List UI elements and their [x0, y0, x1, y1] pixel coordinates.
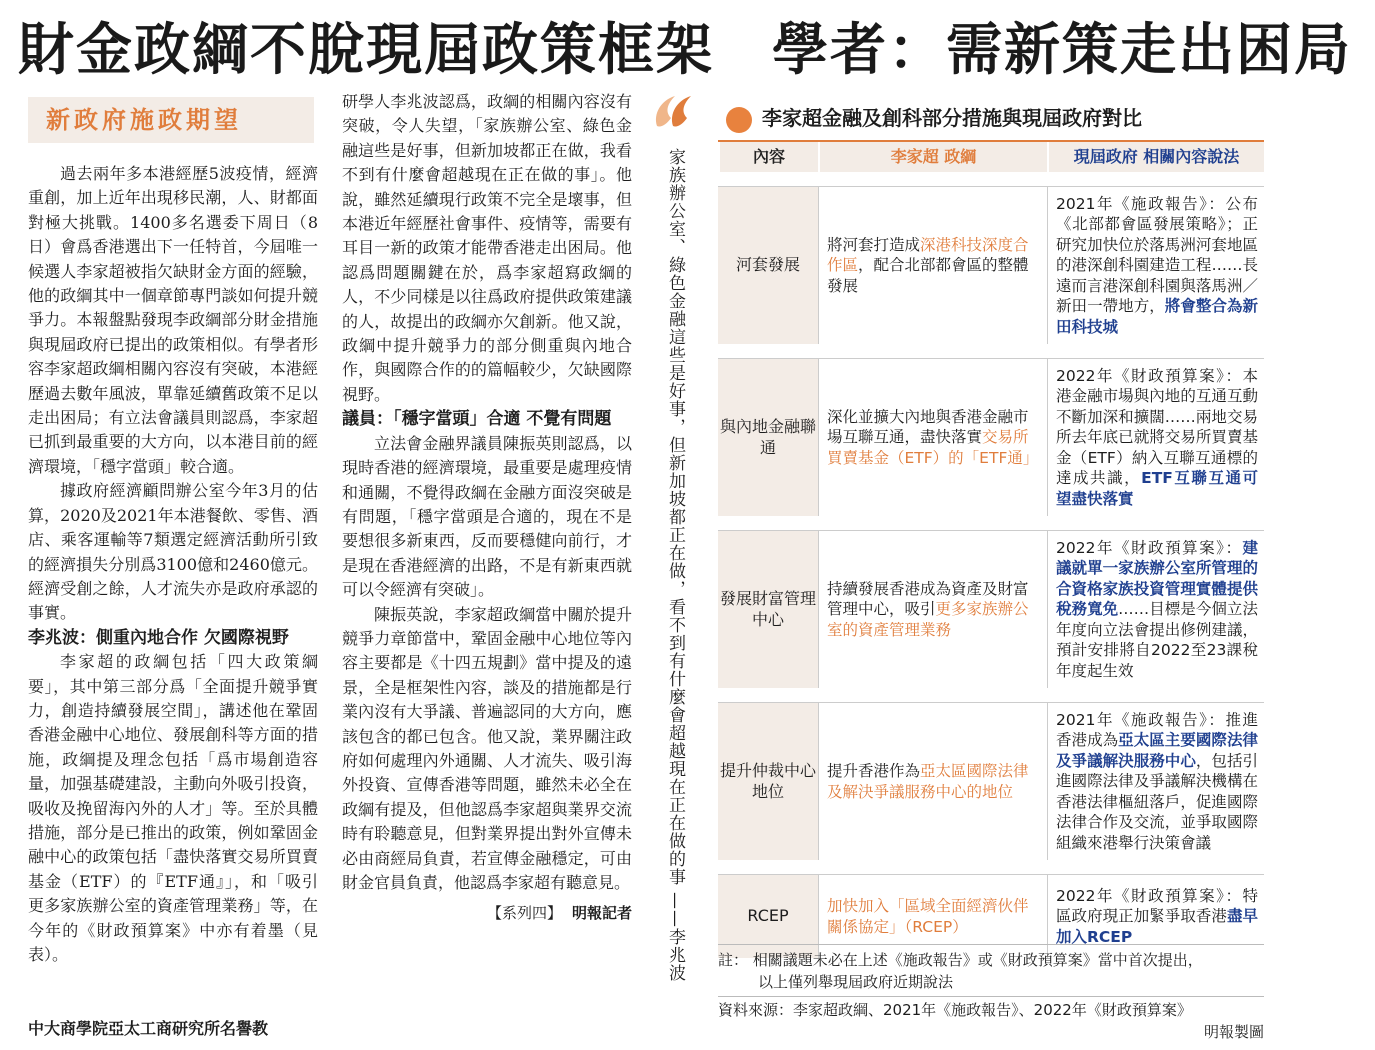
table-header: 現屆政府 相關內容說法 [1047, 142, 1264, 172]
article-column-2 [342, 90, 632, 926]
paragraph: 研學人李兆波認爲，政綱的相關內容沒有突破，令人失望，「家族辦公室、綠色金融這些是好事，但新加坡都正在做，我看不到有什麼會超越現在正在做的事」。他說，雖然延續現行政策不完全是壞事，但本港近年經歷社會事件、疫情等，需要有耳目一新的政策才能帶香港走出困局。他認爲問題關鍵在於，爲李家超寫政綱的人，不少同樣是以往爲政府提供政策建議的人，故提出的政綱亦欠創新。他又說，政綱中提升競爭力的部分側重與內地合作，與國際合作的的篇幅較少，欠缺國際視野。 [342, 92, 632, 404]
table-row [718, 186, 1264, 344]
current-govt-cell: 2022年《財政預算案》：建議就單一家族辦公室所管理的合資格家族投資管理實體提供稅務寬免……目標是今個立法年度向立法會提出修例建議，預計安排將自2022至23課稅年度起生效 [1047, 530, 1264, 688]
note-label: 註： [718, 951, 749, 969]
current-govt-cell: 2022年《財政預算案》：本港金融市場與內地的互通互動不斷加深和擴闊……兩地交易所去年底已就將交易所買賣基金（ETF）納入互聯互通標的達成共識，ETF互聯互通可望盡快落實 [1047, 358, 1264, 516]
article-signature [342, 901, 632, 925]
reporter-label: 明報記者 [571, 904, 632, 923]
row-topic: 發展財富管理中心 [718, 530, 818, 688]
note-text: 相關議題未必在上述《施政報告》或《財政預算案》當中首次提出， [752, 951, 1203, 969]
table-header: 李家超 政綱 [818, 142, 1047, 172]
table-note [718, 944, 1264, 993]
table-header: 內容 [718, 142, 818, 172]
paragraph: 李家超的政綱包括「四大政策綱要」，其中第三部分爲「全面提升競爭實力，創造持續發展空間」，講述他在鞏固香港金融中心地位、發展創科等方面的措施，政綱提及理念包括「爲市場創造容量，加强基礎建設，主動向外吸引投資，吸收及挽留海內外的人才」等。至於具體措施，部分是已推出的政策，例如鞏固金融中心的政策包括「盡快落實交易所買賣基金（ETF）的『ETF通』」，和「吸引更多家族辦公室的資產管理業務」等，在今年的《財政預算案》中亦有着墨（見表）。 [28, 652, 318, 964]
pull-quote-text: 家族辦公室、綠色金融這些是好事，但新加坡都正在做，看不到有什麼會超越現在正在做的事 [665, 148, 685, 886]
column-continuation: 中大商學院亞太工商研究所名譽教 [28, 1019, 269, 1038]
row-topic: 提升仲裁中心地位 [718, 702, 818, 860]
paragraph: 立法會金融界議員陳振英則認爲，以現時香港的經濟環境，最重要是處理疫情和通關，不覺得政綱在金融方面沒突破是有問題，「穩字當頭是合適的，現在不是要想很多新東西，反而要穩健向前行，才是現在香港經濟的出路，不是有新東西就可以令經濟有突破」。 [342, 433, 632, 600]
graphic-credit: 明報製圖 [1203, 1023, 1264, 1041]
paragraph: 過去兩年多本港經歷5波疫情，經濟重創，加上近年出現移民潮，人、財都面對極大挑戰。1400多名選委下周日（8日）會爲香港選出下一任特首，今屆唯一候選人李家超被指欠缺財金方面的經驗，他的政綱其中一個章節專門談如何提升競爭力。本報盤點發現李政綱部分財金措施與現屆政府已提出的政策相似。有學者形容李家超政綱相關內容沒有突破，本港經歷過去數年風波，單靠延續舊政策不足以走出困局；有立法會議員則認爲，李家超已抓到最重要的大方向，以本港目前的經濟環境，「穩字當頭」較合適。 [28, 164, 318, 476]
series-label: 【系列四】 [486, 904, 562, 923]
row-topic: 與內地金融聯通 [718, 358, 818, 516]
article-column-1 [28, 162, 318, 967]
paragraph: 據政府經濟顧問辦公室今年3月的估算，2020及2021年本港餐飲、零售、酒店、乘客運輸等7類選定經濟活動所引致的經濟損失分別爲3100億和2460億元。經濟受創之餘，人才流失亦是政府承認的事實。 [28, 481, 318, 623]
lee-policy-cell: 持續發展香港成為資產及財富管理中心，吸引更多家族辦公室的資產管理業務 [818, 530, 1047, 688]
pull-quote [662, 148, 686, 982]
pull-quote-author: ——李兆波 [665, 892, 685, 982]
table-row [718, 702, 1264, 860]
lee-policy-cell: 加快加入「區域全面經濟伙伴關係協定」（RCEP） [818, 874, 1047, 958]
table-title-text: 李家超金融及創科部分措施與現屆政府對比 [762, 106, 1142, 130]
current-govt-cell: 2021年《施政報告》：公布《北部都會區發展策略》；正研究加快位於落馬洲河套地區的港深創科園建造工程……長遠而言港深創科園與落馬洲／新田一帶地方，將會整合為新田科技城 [1047, 186, 1264, 344]
source-text: 資料來源：李家超政綱、2021年《施政報告》、2022年《財政預算案》 [718, 1001, 1192, 1019]
row-topic: RCEP [718, 874, 818, 958]
table-source [718, 996, 1264, 1043]
current-govt-cell: 2022年《財政預算案》：特區政府現正加緊爭取香港盡早加入RCEP [1047, 874, 1264, 958]
row-topic: 河套發展 [718, 186, 818, 344]
current-govt-cell: 2021年《施政報告》：推進香港成為亞太區主要國際法律及爭議解決服務中心，包括引進國際法律及爭議解決機構在香港法律樞紐落戶，促進國際法律合作及交流，並爭取國際組織來港舉行決策會議 [1047, 702, 1264, 860]
lee-policy-cell: 深化並擴大內地與香港金融市場互聯互通，盡快落實交易所買賣基金（ETF）的「ETF通」 [818, 358, 1047, 516]
subheading: 議員：「穩字當頭」合適 不覺有問題 [342, 409, 612, 430]
table-title [718, 96, 1264, 143]
quote-mark-icon [651, 92, 695, 132]
lee-policy-cell: 將河套打造成深港科技深度合作區，配合北部都會區的整體發展 [818, 186, 1047, 344]
lee-policy-cell: 提升香港作為亞太區國際法律及解決爭議服務中心的地位 [818, 702, 1047, 860]
bullet-dot-icon [726, 107, 752, 133]
section-banner: 新政府施政期望 [28, 97, 314, 143]
note-text: 以上僅列舉現屆政府近期說法 [758, 973, 954, 991]
subheading: 李兆波：側重內地合作 欠國際視野 [28, 627, 289, 648]
paragraph: 陳振英說，李家超政綱當中關於提升競爭力章節當中，鞏固金融中心地位等內容主要都是《十四五規劃》當中提及的遠景，全是框架性內容，談及的措施都是行業內沒有大爭議、普遍認同的大方向，應該包含的都已包含。他又說，業界關注政府如何處理內外通關、人才流失、吸引海外投資、宣傳香港等問題，雖然未必全在政綱有提及，但他認爲李家超與業界交流時有聆聽意見，但對業界提出對外宣傳未必由商經局負責，若宣傳金融穩定，可由財金官員負責，他認爲李家超有聽意見。 [342, 604, 632, 892]
headline: 財金政綱不脫現屆政策框架 學者：需新策走出困局 [18, 18, 1352, 83]
comparison-table [718, 142, 1264, 958]
table-row [718, 530, 1264, 688]
table-row [718, 358, 1264, 516]
